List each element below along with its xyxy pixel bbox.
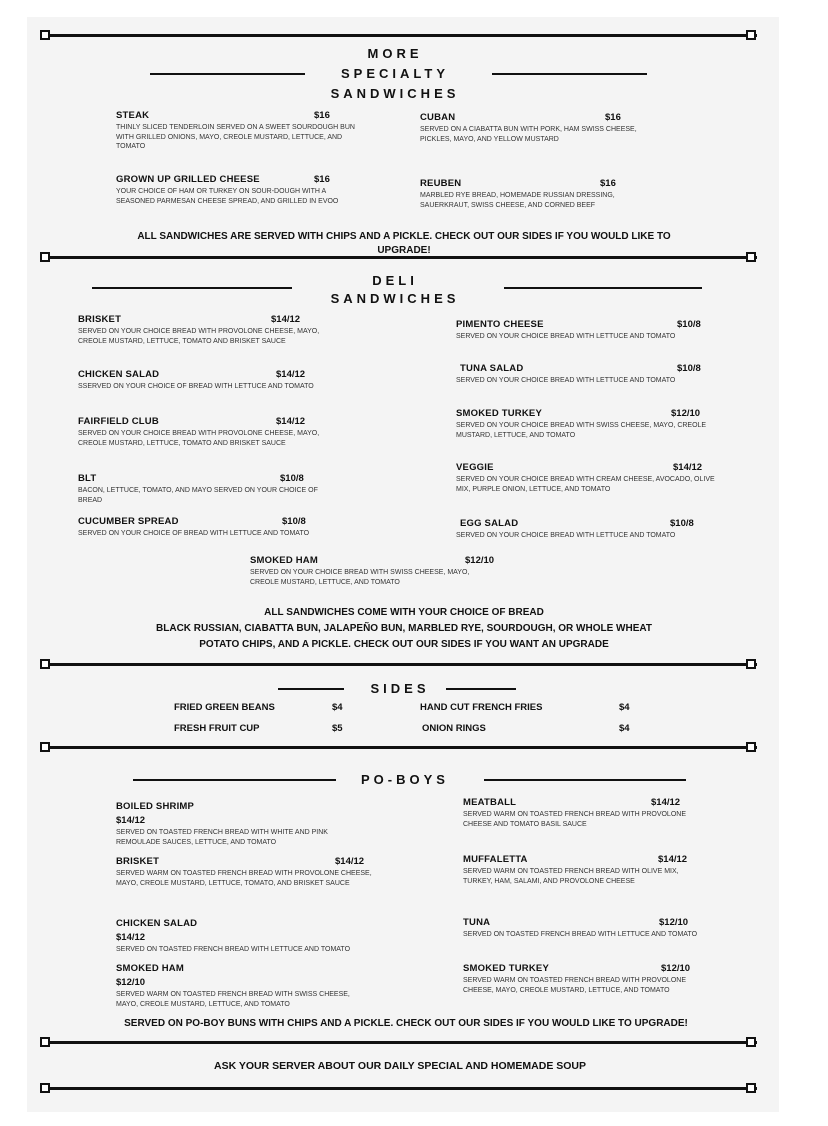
- item-description: SERVED WARM ON TOASTED FRENCH BREAD WITH PROVOLONE CHEESE, MAYO, CREOLE MUSTARD, LETTUCE, AND TOMATO: [463, 977, 686, 994]
- specialty-title-line-2: SPECIALTY: [341, 66, 449, 81]
- item-price: $14/12: [116, 932, 146, 943]
- item-price: $10/8: [677, 319, 701, 330]
- item-price: $14/12: [271, 314, 301, 325]
- item-description: SERVED WARM ON TOASTED FRENCH BREAD WITH PROVOLONE CHEESE, MAYO, CREOLE MUSTARD, LETTUCE, TOMATO, AND BRISKET SAUCE: [116, 870, 372, 887]
- item-name: SMOKED TURKEY: [456, 408, 542, 419]
- menu-item-chicken-salad-poboy: [116, 918, 374, 955]
- side-name: FRIED GREEN BEANS: [174, 702, 275, 713]
- item-name: MEATBALL: [463, 797, 517, 808]
- item-name: PIMENTO CHEESE: [456, 319, 544, 330]
- item-description: THINLY SLICED TENDERLOIN SERVED ON A SWEET SOURDOUGH BUN WITH GRILLED ONIONS, MAYO, CREOLE MUSTARD, LETTUCE, AND TOMATO: [116, 124, 355, 150]
- menu-item-steak: [116, 110, 356, 152]
- deli-note-line-3: POTATO CHIPS, AND A PICKLE. CHECK OUT OUR SIDES IF YOU WANT AN UPGRADE: [199, 639, 609, 650]
- item-price: $12/10: [661, 963, 691, 974]
- item-description: SERVED ON TOASTED FRENCH BREAD WITH WHITE AND PINK REMOULADE SAUCES, LETTUCE, AND TOMATO: [116, 829, 328, 846]
- item-name: EGG SALAD: [460, 518, 519, 529]
- item-description: SERVED WARM ON TOASTED FRENCH BREAD WITH PROVOLONE CHEESE AND TOMATO BASIL SAUCE: [463, 811, 686, 828]
- item-description: SERVED ON TOASTED FRENCH BREAD WITH LETTUCE AND TOMATO: [116, 946, 351, 953]
- specialty-title-line-1: MORE: [367, 46, 423, 61]
- item-description: SERVED ON YOUR CHOICE BREAD WITH PROVOLONE CHEESE, MAYO, CREOLE MUSTARD, LETTUCE, TOMATO AND BRISKET SAUCE: [78, 328, 320, 345]
- item-price: $16: [600, 178, 616, 189]
- deli-note-line-2: BLACK RUSSIAN, CIABATTA BUN, JALAPEÑO BUN, MARBLED RYE, SOURDOUGH, OR WHOLE WHEAT: [156, 623, 652, 634]
- side-price: $4: [619, 702, 630, 713]
- poboys-rule-left: [133, 779, 336, 781]
- item-price: $14/12: [276, 369, 306, 380]
- menu-item-smoked-ham-poboy: [116, 963, 366, 1009]
- menu-item-fairfield-club: [78, 416, 343, 448]
- menu-item-chicken-salad: [78, 369, 343, 392]
- menu-item-grown-up-grilled-cheese: [116, 174, 356, 206]
- item-price: $14/12: [335, 856, 365, 867]
- item-description: SERVED ON YOUR CHOICE BREAD WITH SWISS CHEESE, MAYO, CREOLE MUSTARD, LETTUCE, AND TOMATO: [250, 569, 470, 586]
- sides-rule-right: [446, 688, 516, 690]
- item-name: MUFFALETTA: [463, 854, 528, 865]
- menu-item-reuben: [420, 178, 640, 210]
- menu-item-smoked-turkey: [456, 408, 716, 440]
- menu-item-smoked-turkey-poboy: [463, 963, 708, 995]
- sides-rule-left: [278, 688, 344, 690]
- item-description: SERVED ON TOASTED FRENCH BREAD WITH LETTUCE AND TOMATO: [463, 931, 698, 938]
- menu-item-veggie: [456, 462, 716, 494]
- menu-item-brisket-poboy: [116, 856, 374, 888]
- deli-rule-left: [92, 287, 292, 289]
- item-name: BLT: [78, 473, 97, 484]
- item-description: SSERVED ON YOUR CHOICE OF BREAD WITH LETTUCE AND TOMATO: [78, 383, 314, 390]
- item-name: BRISKET: [78, 314, 122, 325]
- sides-title: SIDES: [370, 681, 430, 696]
- item-name: CUCUMBER SPREAD: [78, 516, 179, 527]
- item-price: $12/10: [116, 977, 146, 988]
- menu-item-meatball: [463, 797, 708, 829]
- poboys-rule-right: [484, 779, 686, 781]
- item-description: SERVED ON YOUR CHOICE BREAD WITH PROVOLONE CHEESE, MAYO, CREOLE MUSTARD, LETTUCE, TOMATO AND BRISKET SAUCE: [78, 430, 320, 447]
- item-name: FAIRFIELD CLUB: [78, 416, 159, 427]
- menu-item-brisket: [78, 314, 343, 346]
- deli-note: [44, 605, 764, 653]
- item-description: SERVED WARM ON TOASTED FRENCH BREAD WITH OLIVE MIX, TURKEY, HAM, SALAMI, AND PROVOLONE CHEESE: [463, 868, 679, 885]
- item-price: $10/8: [282, 516, 306, 527]
- item-price: $10/8: [677, 363, 701, 374]
- item-price: $10/8: [670, 518, 694, 529]
- item-price: $14/12: [651, 797, 681, 808]
- item-name: TUNA SALAD: [460, 363, 524, 374]
- item-description: YOUR CHOICE OF HAM OR TURKEY ON SOUR-DOUGH WITH A SEASONED PARMESAN CHEESE SPREAD, AND GRILLED IN EVOO: [116, 188, 339, 205]
- item-price: $16: [314, 110, 330, 121]
- item-name: SMOKED TURKEY: [463, 963, 549, 974]
- item-price: $12/10: [659, 917, 689, 928]
- specialty-note-line-2: UPGRADE!: [377, 245, 431, 256]
- menu-item-tuna-salad: [456, 363, 716, 386]
- item-name: STEAK: [116, 110, 150, 121]
- item-name: SMOKED HAM: [250, 555, 318, 566]
- item-name: SMOKED HAM: [116, 963, 184, 974]
- item-name: REUBEN: [420, 178, 462, 189]
- item-description: MARBLED RYE BREAD, HOMEMADE RUSSIAN DRESSING, SAUERKRAUT, SWISS CHEESE, AND CORNED BEEF: [420, 192, 615, 209]
- side-price: $5: [332, 723, 343, 734]
- item-price: $14/12: [116, 815, 146, 826]
- footer-special-note: ASK YOUR SERVER ABOUT OUR DAILY SPECIAL AND HOMEMADE SOUP: [213, 1060, 587, 1072]
- menu-item-cuban: [420, 112, 640, 144]
- item-description: BACON, LETTUCE, TOMATO, AND MAYO SERVED ON YOUR CHOICE OF BREAD: [78, 487, 318, 504]
- item-description: SERVED ON A CIABATTA BUN WITH PORK, HAM SWISS CHEESE, PICKLES, MAYO, AND YELLOW MUSTARD: [420, 126, 637, 143]
- item-price: $16: [605, 112, 621, 123]
- side-name: HAND CUT FRENCH FRIES: [420, 702, 543, 713]
- poboys-title: PO-BOYS: [361, 772, 449, 787]
- menu-item-egg-salad: [456, 518, 716, 541]
- menu-item-blt: [78, 473, 343, 505]
- item-price: $14/12: [673, 462, 703, 473]
- item-description: SERVED ON YOUR CHOICE BREAD WITH SWISS CHEESE, MAYO, CREOLE MUSTARD, LETTUCE, AND TOMATO: [456, 422, 707, 439]
- item-name: CHICKEN SALAD: [78, 369, 160, 380]
- item-name: CHICKEN SALAD: [116, 918, 198, 929]
- item-name: VEGGIE: [456, 462, 494, 473]
- menu-item-cucumber-spread: [78, 516, 343, 539]
- deli-note-line-1: ALL SANDWICHES COME WITH YOUR CHOICE OF BREAD: [264, 607, 544, 618]
- specialty-note: [44, 230, 764, 258]
- menu-item-tuna: [463, 917, 708, 940]
- specialty-rule-left: [150, 73, 305, 75]
- item-price: $12/10: [671, 408, 701, 419]
- menu-item-boiled-shrimp: [116, 801, 361, 847]
- deli-title-line-2: SANDWICHES: [330, 291, 460, 306]
- side-name: FRESH FRUIT CUP: [174, 723, 260, 734]
- item-price: $10/8: [280, 473, 304, 484]
- menu-item-smoked-ham: [250, 555, 495, 587]
- deli-title-line-1: DELI: [372, 273, 418, 288]
- side-name: ONION RINGS: [422, 723, 486, 734]
- item-price: $16: [314, 174, 330, 185]
- item-description: SERVED WARM ON TOASTED FRENCH BREAD WITH SWISS CHEESE, MAYO, CREOLE MUSTARD, LETTUCE, AND TOMATO: [116, 991, 350, 1008]
- specialty-note-line-1: ALL SANDWICHES ARE SERVED WITH CHIPS AND A PICKLE. CHECK OUT OUR SIDES IF YOU WOULD LIKE TO: [137, 231, 671, 242]
- specialty-title-line-3: SANDWICHES: [330, 86, 460, 101]
- item-name: BRISKET: [116, 856, 160, 867]
- menu-item-muffaletta: [463, 854, 708, 886]
- item-name: GROWN UP GRILLED CHEESE: [116, 174, 260, 185]
- item-description: SERVED ON YOUR CHOICE OF BREAD WITH LETTUCE AND TOMATO: [78, 530, 310, 537]
- item-price: $14/12: [658, 854, 688, 865]
- specialty-rule-right: [492, 73, 647, 75]
- item-description: SERVED ON YOUR CHOICE BREAD WITH LETTUCE AND TOMATO: [456, 532, 676, 539]
- item-price: $14/12: [276, 416, 306, 427]
- menu-item-pimento-cheese: [456, 319, 716, 342]
- poboys-note: SERVED ON PO-BOY BUNS WITH CHIPS AND A PICKLE. CHECK OUT OUR SIDES IF YOU WOULD LIKE TO UPGRADE!: [124, 1018, 688, 1029]
- item-name: CUBAN: [420, 112, 456, 123]
- side-price: $4: [332, 702, 343, 713]
- item-description: SERVED ON YOUR CHOICE BREAD WITH LETTUCE AND TOMATO: [456, 377, 676, 384]
- item-description: SERVED ON YOUR CHOICE BREAD WITH CREAM CHEESE, AVOCADO, OLIVE MIX, PURPLE ONION, LETTUCE, AND TOMATO: [456, 476, 715, 493]
- item-name: TUNA: [463, 917, 491, 928]
- item-price: $12/10: [465, 555, 495, 566]
- item-description: SERVED ON YOUR CHOICE BREAD WITH LETTUCE AND TOMATO: [456, 333, 676, 340]
- deli-rule-right: [504, 287, 702, 289]
- side-price: $4: [619, 723, 630, 734]
- item-name: BOILED SHRIMP: [116, 801, 195, 812]
